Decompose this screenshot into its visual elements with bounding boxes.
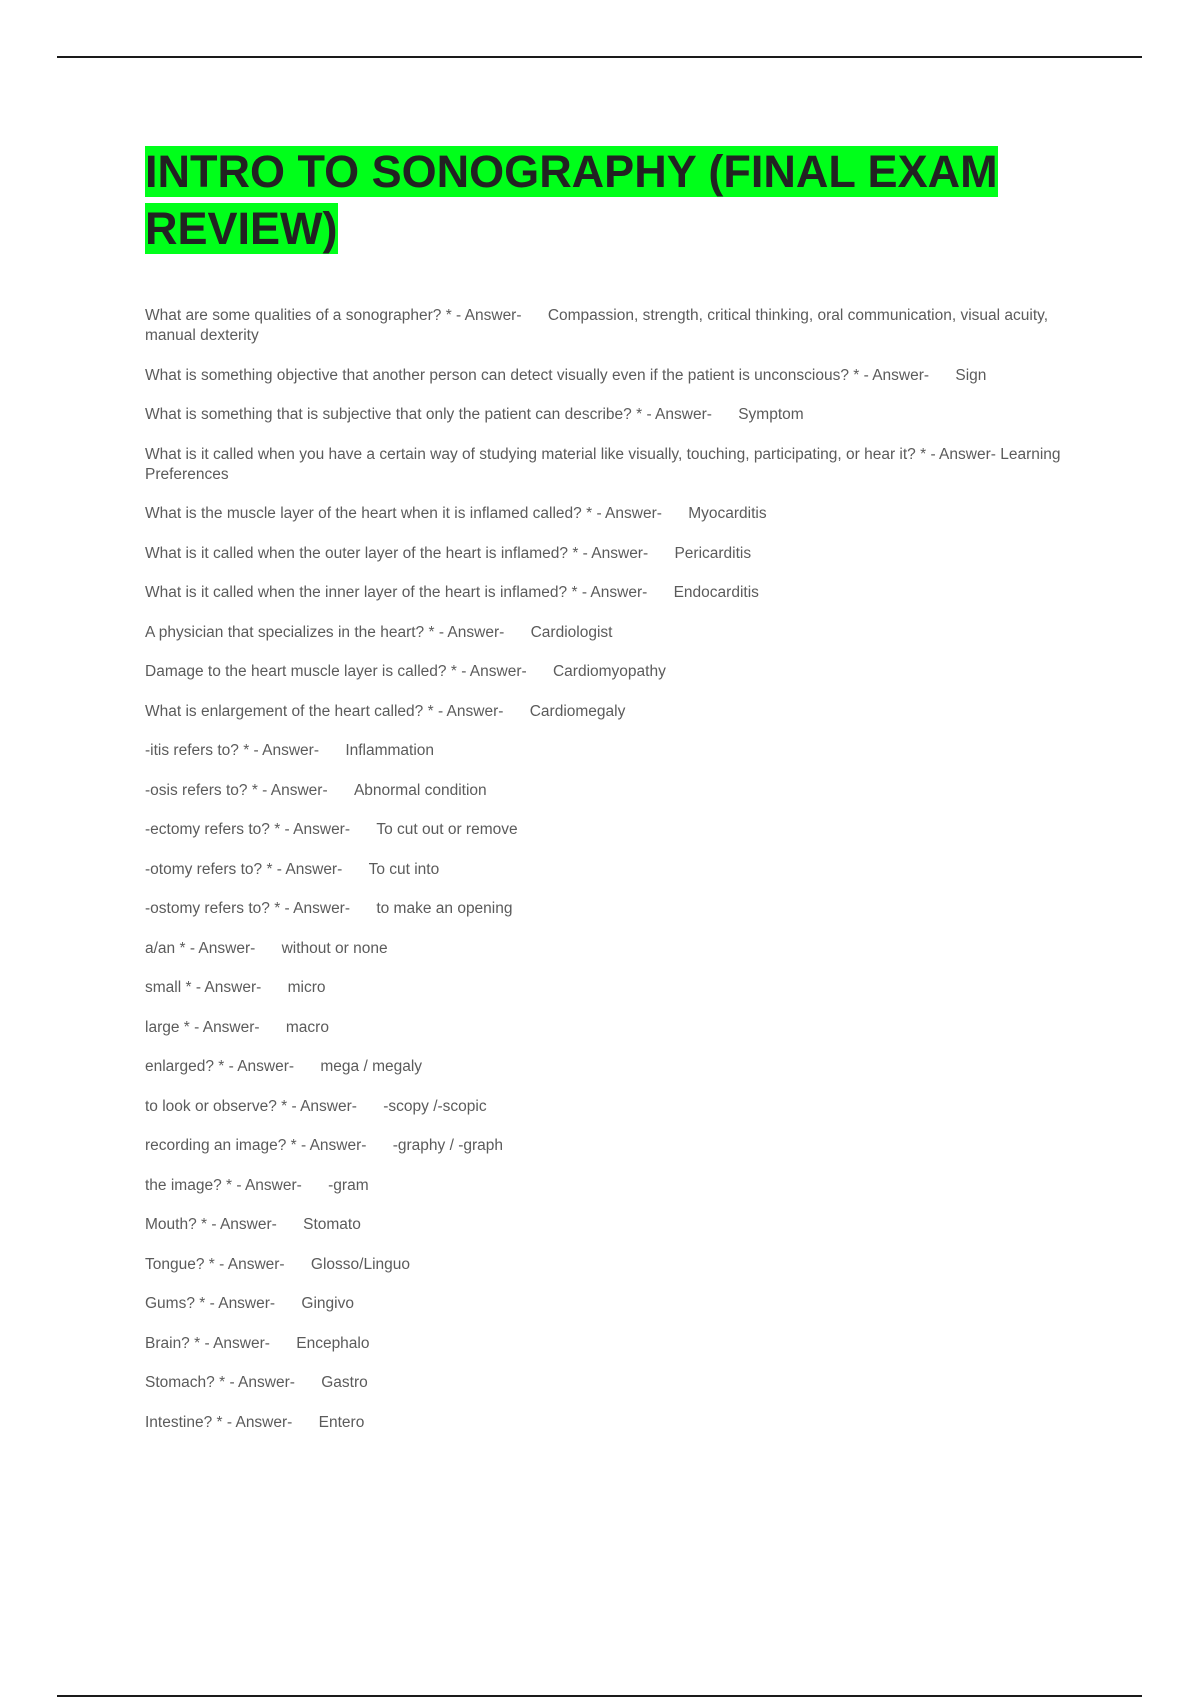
answer-separator: * - Answer- (238, 742, 319, 759)
question-text: enlarged? (145, 1058, 214, 1075)
answer-separator: * - Answer- (915, 445, 996, 463)
answer-text: -graphy / -graph (392, 1137, 504, 1154)
answer-separator: * - Answer- (581, 505, 662, 522)
answer-separator: * - Answer- (214, 1374, 295, 1391)
answer-separator: * - Answer- (204, 1255, 285, 1273)
qa-item (145, 1018, 1085, 1038)
qa-item (145, 366, 1085, 386)
question-text: -ostomy refers to? (145, 900, 270, 917)
answer-separator: * - Answer- (213, 1058, 295, 1075)
answer-separator: * - Answer- (848, 366, 930, 384)
question-text: -osis refers to? (145, 781, 248, 799)
question-text: -otomy refers to? (145, 860, 263, 878)
question-text: Intestine? (145, 1413, 213, 1431)
question-text: a/an (145, 939, 176, 957)
answer-text: Cardiologist (530, 623, 613, 641)
answer-text: macro (285, 1018, 329, 1036)
question-text: Brain? (145, 1334, 190, 1352)
qa-item (145, 1215, 1085, 1235)
answer-text: without or none (281, 939, 388, 957)
question-text: What is the muscle layer of the heart when it is inflamed called? (145, 505, 582, 522)
answer-separator: * - Answer- (212, 1413, 293, 1431)
qa-item (145, 662, 1085, 682)
top-rule (57, 56, 1142, 58)
answer-separator: * - Answer- (631, 406, 712, 423)
question-text: Damage to the heart muscle layer is called? (145, 663, 447, 680)
answer-separator: * - Answer- (196, 1216, 277, 1233)
question-text: What is something that is subjective that only the patient can describe? (145, 406, 632, 423)
question-text: What is something objective that another person can detect visually even if the patient is unconscious? (145, 366, 849, 384)
qa-item (145, 860, 1085, 880)
answer-separator: * - Answer- (568, 544, 649, 562)
answer-separator: * - Answer- (181, 979, 262, 996)
answer-text: micro (287, 979, 326, 996)
answer-text: Myocarditis (688, 505, 767, 522)
answer-text: Learning Preferences (145, 445, 1061, 483)
question-text: Tongue? (145, 1255, 205, 1273)
qa-item (145, 1255, 1085, 1275)
answer-text: Cardiomyopathy (552, 663, 666, 680)
answer-text: Gastro (321, 1374, 368, 1391)
answer-text: Abnormal condition (353, 781, 487, 799)
bottom-rule (57, 1695, 1142, 1697)
question-text: What are some qualities of a sonographer? (145, 307, 442, 324)
qa-item (145, 1176, 1085, 1196)
question-text: What is enlargement of the heart called? (145, 702, 424, 720)
answer-text: Endocarditis (673, 584, 759, 601)
qa-item (145, 1373, 1085, 1393)
answer-separator: * - Answer- (286, 1137, 367, 1154)
qa-item (145, 623, 1085, 643)
answer-separator: * - Answer- (269, 900, 351, 917)
answer-separator: * - Answer- (189, 1334, 270, 1352)
qa-item (145, 1136, 1085, 1156)
answer-separator: * - Answer- (276, 1097, 357, 1115)
qa-item (145, 405, 1085, 425)
qa-item (145, 781, 1085, 801)
answer-text: mega / megaly (320, 1058, 423, 1075)
qa-item (145, 544, 1085, 564)
answer-text: To cut out or remove (376, 821, 518, 838)
answer-text: Entero (318, 1413, 365, 1431)
answer-separator: * - Answer- (441, 307, 522, 324)
answer-text: Stomato (303, 1216, 361, 1233)
answer-separator: * - Answer- (175, 939, 256, 957)
qa-item (145, 1334, 1085, 1354)
qa-item (145, 702, 1085, 722)
qa-item (145, 504, 1085, 524)
qa-list (145, 306, 1085, 1452)
qa-item (145, 445, 1085, 485)
answer-text: Sign (955, 366, 987, 384)
answer-separator: * - Answer- (424, 623, 505, 641)
question-text: the image? (145, 1176, 222, 1194)
answer-text: Cardiomegaly (529, 702, 626, 720)
qa-item (145, 306, 1085, 346)
answer-text: -scopy /-scopic (383, 1097, 487, 1115)
qa-item (145, 939, 1085, 959)
answer-text: Encephalo (296, 1334, 370, 1352)
page-title-text: INTRO TO SONOGRAPHY (FINAL EXAM REVIEW) (145, 146, 998, 254)
answer-text: to make an opening (376, 900, 513, 917)
page-title (145, 143, 1105, 257)
qa-item (145, 1413, 1085, 1433)
answer-text: -gram (328, 1176, 369, 1194)
question-text: What is it called when the outer layer of the heart is inflamed? (145, 544, 569, 562)
answer-separator: * - Answer- (269, 821, 351, 838)
qa-item (145, 1057, 1085, 1077)
qa-item (145, 1294, 1085, 1314)
question-text: recording an image? (145, 1137, 287, 1154)
answer-text: Compassion, strength, critical thinking, oral communication, visual acuity, manual dexterity (145, 307, 1049, 344)
qa-item (145, 978, 1085, 998)
answer-text: Pericarditis (674, 544, 752, 562)
answer-text: Symptom (738, 406, 804, 423)
answer-text: Glosso/Linguo (310, 1255, 410, 1273)
question-text: small (145, 979, 182, 996)
answer-separator: * - Answer- (262, 860, 343, 878)
qa-item (145, 820, 1085, 840)
answer-separator: * - Answer- (221, 1176, 302, 1194)
question-text: What is it called when you have a certain way of studying material like visually, touching, participating, or hear it? (145, 445, 916, 463)
answer-text: To cut into (368, 860, 440, 878)
answer-separator: * - Answer- (446, 663, 527, 680)
answer-separator: * - Answer- (567, 584, 648, 601)
answer-separator: * - Answer- (194, 1295, 276, 1312)
question-text: -itis refers to? (145, 742, 239, 759)
answer-text: Gingivo (301, 1295, 354, 1312)
question-text: Mouth? (145, 1216, 197, 1233)
answer-separator: * - Answer- (179, 1018, 260, 1036)
qa-item (145, 1097, 1085, 1117)
question-text: What is it called when the inner layer of the heart is inflamed? (145, 584, 568, 601)
question-text: A physician that specializes in the heart? (145, 623, 425, 641)
qa-item (145, 741, 1085, 761)
question-text: Gums? (145, 1295, 195, 1312)
qa-item (145, 583, 1085, 603)
answer-separator: * - Answer- (423, 702, 504, 720)
answer-separator: * - Answer- (247, 781, 328, 799)
answer-text: Inflammation (345, 742, 435, 759)
question-text: to look or observe? (145, 1097, 277, 1115)
qa-item (145, 899, 1085, 919)
question-text: -ectomy refers to? (145, 821, 270, 838)
title-block (145, 143, 1105, 257)
question-text: Stomach? (145, 1374, 215, 1391)
question-text: large (145, 1018, 180, 1036)
